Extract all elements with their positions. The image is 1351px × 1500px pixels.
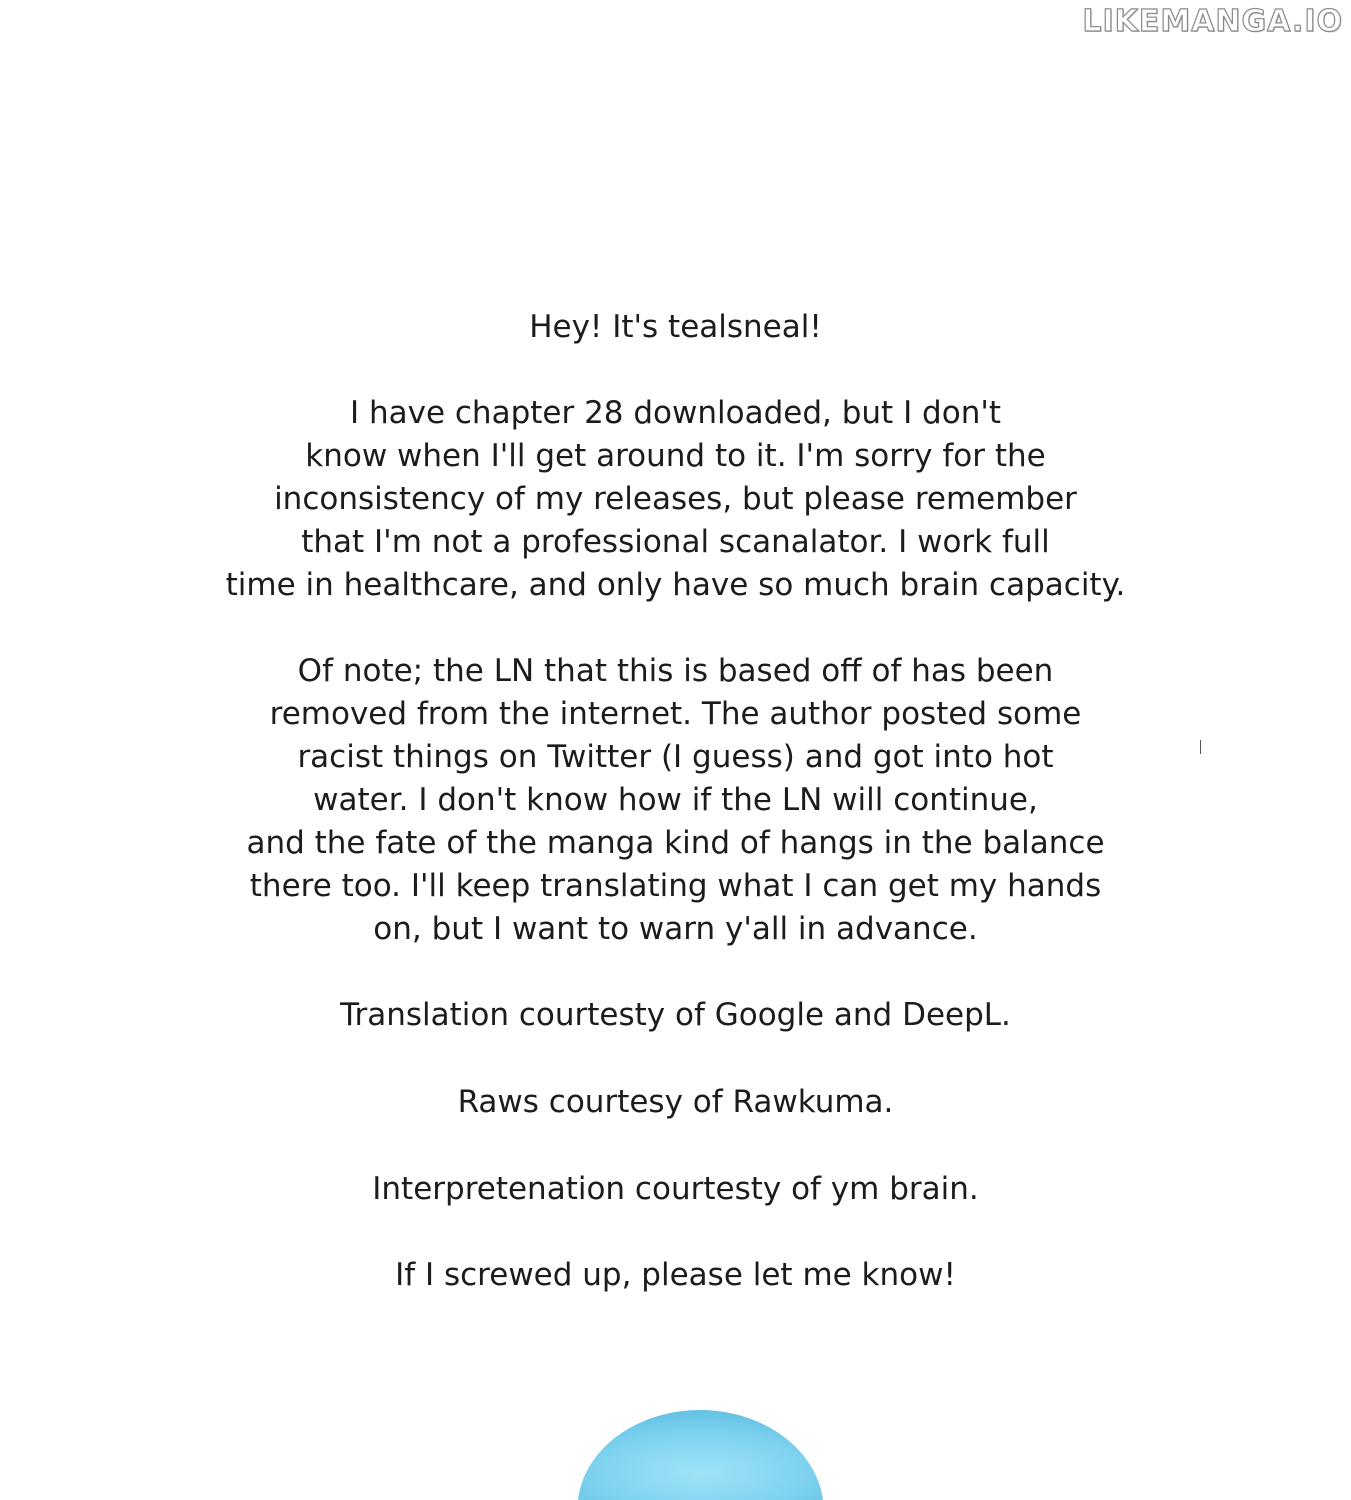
raws-credit: Raws courtesy of Rawkuma.: [457, 1084, 894, 1120]
greeting-line: Hey! It's tealsneal!: [529, 309, 822, 345]
text-line: Of note; the LN that this is based off of has been: [297, 653, 1054, 689]
stray-mark: [1200, 740, 1201, 754]
text-line: racist things on Twitter (I guess) and got into hot: [297, 739, 1054, 775]
text-line: on, but I want to warn y'all in advance.: [373, 911, 978, 947]
closing-line: If I screwed up, please let me know!: [395, 1257, 956, 1293]
blue-blob-illustration: [578, 1408, 823, 1500]
paragraph-release-schedule: [0, 392, 1351, 607]
site-watermark: LIKEMANGA.IO: [1082, 4, 1343, 39]
text-line: and the fate of the manga kind of hangs in the balance: [246, 825, 1105, 861]
text-line: inconsistency of my releases, but please remember: [274, 481, 1077, 517]
text-line: time in healthcare, and only have so much brain capacity.: [225, 567, 1126, 603]
text-line: I have chapter 28 downloaded, but I don't: [349, 395, 1002, 431]
translator-note: [0, 306, 1351, 1297]
text-line: that I'm not a professional scanalator. I work full: [301, 524, 1050, 560]
paragraph-ln-status: [0, 650, 1351, 951]
text-line: removed from the internet. The author posted some: [269, 696, 1082, 732]
text-line: there too. I'll keep translating what I can get my hands: [249, 868, 1102, 904]
interpretation-credit: Interpretenation courtesty of ym brain.: [372, 1171, 979, 1207]
text-line: know when I'll get around to it. I'm sorry for the: [305, 438, 1046, 474]
translation-credit: Translation courtesty of Google and DeepL.: [340, 997, 1011, 1033]
text-line: water. I don't know how if the LN will continue,: [313, 782, 1038, 818]
